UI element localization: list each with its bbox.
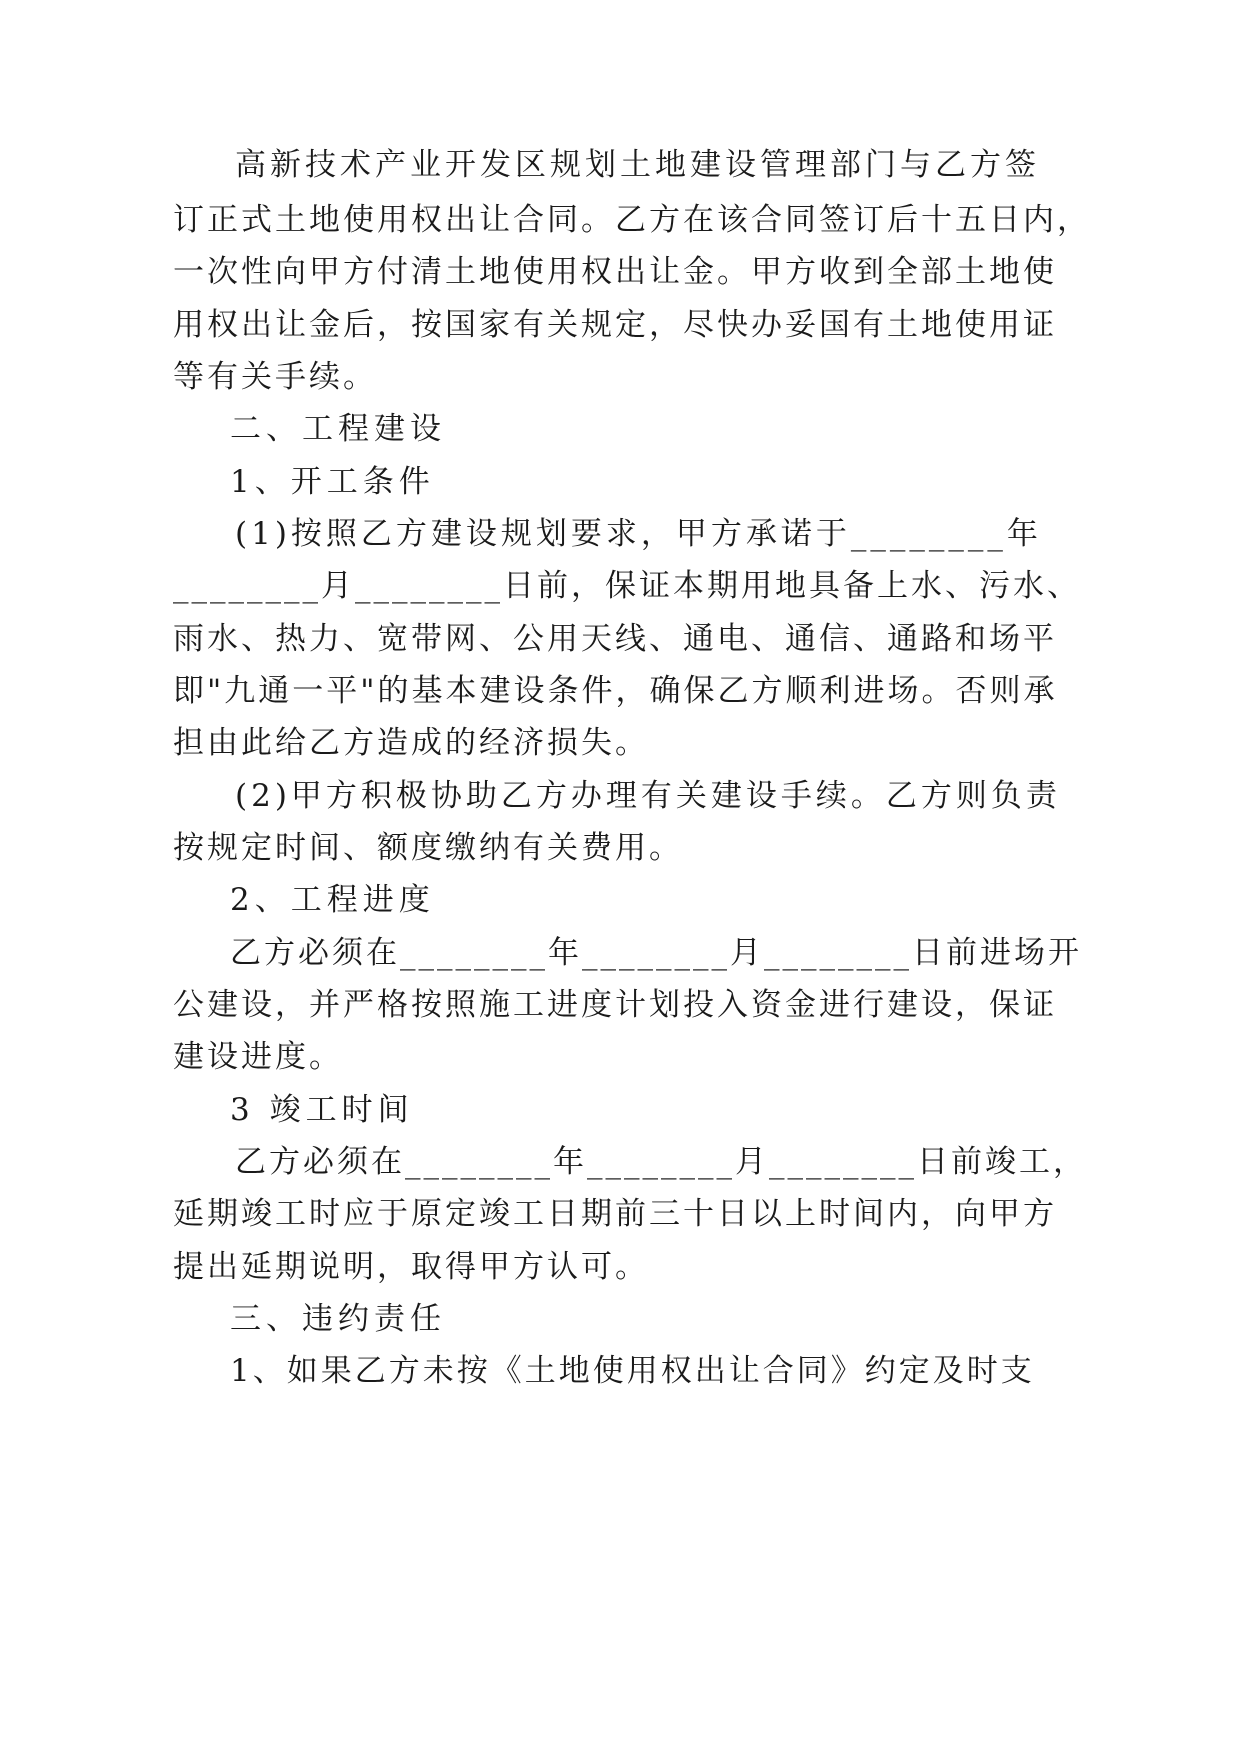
section-heading: 三、违约责任 <box>230 1301 446 1337</box>
paragraph-line: 一次性向甲方付清土地使用权出让金。甲方收到全部土地使 <box>173 254 1057 290</box>
paragraph-line: 公建设，并严格按照施工进度计划投入资金进行建设，保证 <box>173 987 1057 1023</box>
paragraph-line: 高新技术产业开发区规划土地建设管理部门与乙方签 <box>235 147 1040 183</box>
paragraph-line: 按规定时间、额度缴纳有关费用。 <box>173 830 683 866</box>
paragraph-line: 用权出让金后，按国家有关规定，尽快办妥国有土地使用证 <box>173 307 1057 343</box>
paragraph-line: 等有关手续。 <box>173 359 377 395</box>
paragraph-line: 雨水、热力、宽带网、公用天线、通电、通信、通路和场平 <box>173 621 1057 657</box>
paragraph-line: 建设进度。 <box>173 1039 343 1075</box>
paragraph-line: 提出延期说明，取得甲方认可。 <box>173 1249 649 1285</box>
paragraph-line: ________月________日前，保证本期用地具备上水、污水、 <box>173 568 1081 604</box>
paragraph-line: (2)甲方积极协助乙方办理有关建设手续。乙方则负责 <box>235 778 1061 814</box>
paragraph-line: (1)按照乙方建设规划要求，甲方承诺于________年 <box>235 516 1042 552</box>
paragraph-line: 担由此给乙方造成的经济损失。 <box>173 725 649 761</box>
paragraph-line: 乙方必须在________年________月________日前竣工， <box>235 1144 1087 1180</box>
section-heading: 二、工程建设 <box>230 411 446 447</box>
subsection-heading: 2、工程进度 <box>230 882 435 918</box>
paragraph-line: 订正式土地使用权出让合同。乙方在该合同签订后十五日内， <box>173 202 1091 238</box>
subsection-heading: 3 竣工时间 <box>230 1092 414 1128</box>
paragraph-line: 即"九通一平"的基本建设条件，确保乙方顺利进场。否则承 <box>173 673 1058 709</box>
paragraph-line: 乙方必须在________年________月________日前进场开 <box>230 935 1082 971</box>
paragraph-line: 1、如果乙方未按《土地使用权出让合同》约定及时支 <box>230 1353 1035 1389</box>
paragraph-line: 延期竣工时应于原定竣工日期前三十日以上时间内，向甲方 <box>173 1196 1057 1232</box>
subsection-heading: 1、开工条件 <box>230 464 435 500</box>
